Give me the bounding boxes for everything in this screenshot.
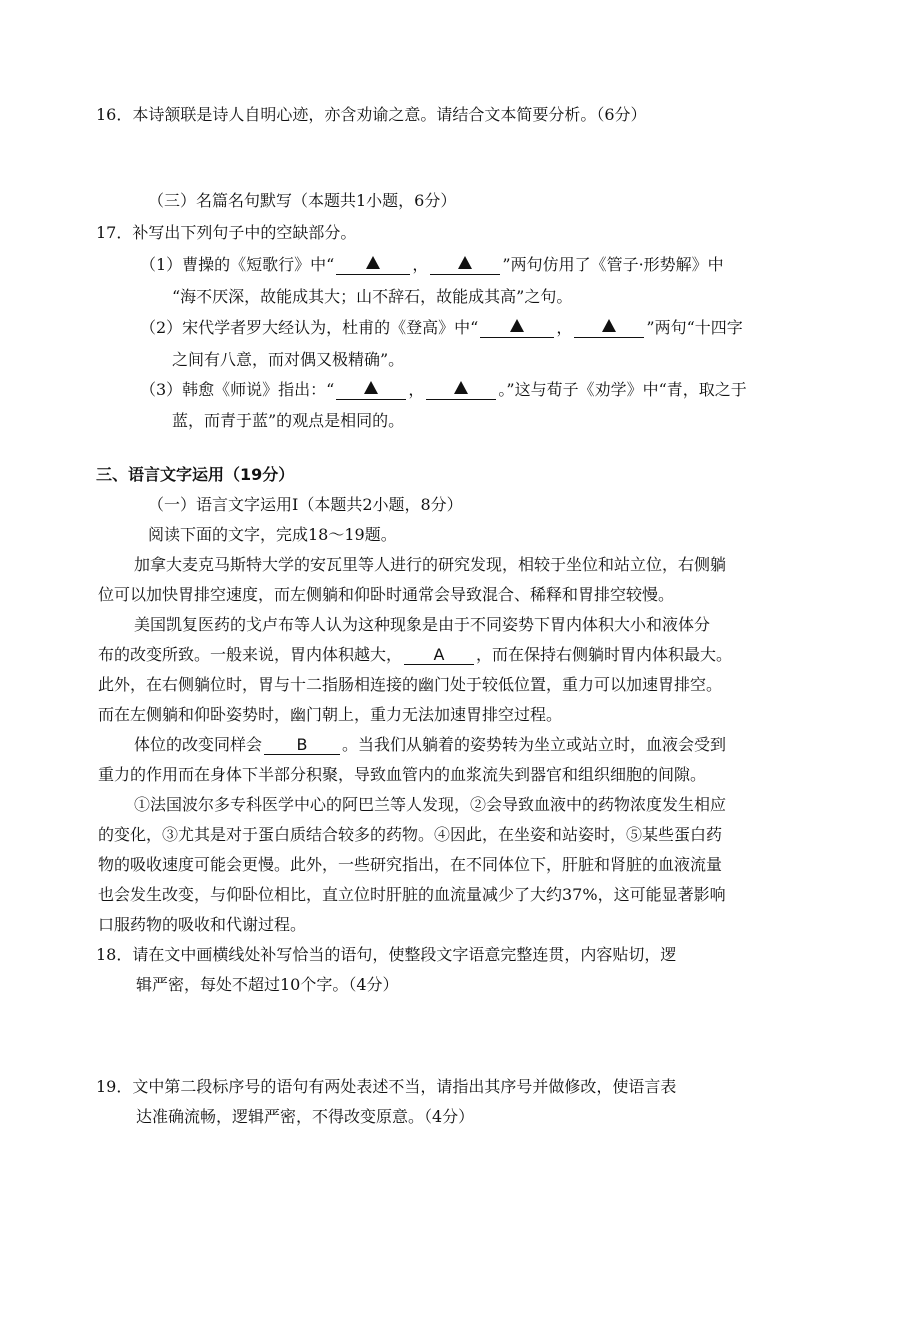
- blank-a[interactable]: A: [404, 646, 474, 665]
- section-three-title: 三、语言文字运用（19分）: [96, 465, 295, 484]
- passage-line: 加拿大麦克马斯特大学的安瓦里等人进行的研究发现，相较于坐位和站立位，右侧躺: [134, 555, 727, 574]
- answer-blank[interactable]: [336, 381, 406, 400]
- passage-line: ①法国波尔多专科医学中心的阿巴兰等人发现，②会导致血液中的药物浓度发生相应: [134, 795, 727, 814]
- blank-b[interactable]: B: [264, 736, 340, 755]
- q17-item-1-line-2: “海不厌深，故能成其大；山不辞石，故能成其高”之句。: [172, 287, 573, 306]
- passage-line: 位可以加快胃排空速度，而左侧躺和仰卧时通常会导致混合、稀释和胃排空较慢。: [98, 585, 675, 604]
- question-19-line-1: 19．文中第二段标序号的语句有两处表述不当，请指出其序号并做修改，使语言表: [96, 1077, 677, 1096]
- answer-blank[interactable]: [426, 381, 496, 400]
- passage-line: 布的改变所致。一般来说，胃内体积越大， A ，而在保持右侧躺时胃内体积最大。: [98, 645, 733, 664]
- triangle-marker-icon: [602, 319, 616, 332]
- passage-line: 物的吸收速度可能会更慢。此外，一些研究指出，在不同体位下，肝脏和肾脏的血液流量: [98, 855, 723, 874]
- q17-item-2-line-1: （2）宋代学者罗大经认为，杜甫的《登高》中“ ， ”两句“十四字: [140, 318, 743, 337]
- q17-item-3-line-2: 蓝，而青于蓝”的观点是相同的。: [172, 411, 405, 430]
- triangle-marker-icon: [510, 319, 524, 332]
- passage-line: 重力的作用而在身体下半部分积聚，导致血管内的血浆流失到器官和组织细胞的间隙。: [98, 765, 707, 784]
- question-18-line-2: 辑严密，每处不超过10个字。（4分）: [136, 975, 399, 994]
- answer-blank[interactable]: [336, 256, 410, 275]
- question-16: 16．本诗颔联是诗人自明心迹，亦含劝谕之意。请结合文本简要分析。（6分）: [96, 105, 647, 124]
- passage-line: 的变化，③尤其是对于蛋白质结合较多的药物。④因此，在坐姿和站姿时，⑤某些蛋白药: [98, 825, 723, 844]
- passage-line: 而在左侧躺和仰卧姿势时，幽门朝上，重力无法加速胃排空过程。: [98, 705, 563, 724]
- q17-item-1-line-1: （1）曹操的《短歌行》中“ ， ”两句仿用了《管子·形势解》中: [140, 255, 724, 274]
- answer-blank[interactable]: [480, 319, 554, 338]
- passage-line: 体位的改变同样会 B 。当我们从躺着的姿势转为坐立或站立时，血液会受到: [134, 735, 727, 754]
- question-18-line-1: 18．请在文中画横线处补写恰当的语句，使整段文字语意完整连贯，内容贴切，逻: [96, 945, 677, 964]
- passage-line: 美国凯复医药的戈卢布等人认为这种现象是由于不同姿势下胃内体积大小和液体分: [134, 615, 711, 634]
- q17-item-3-line-1: （3）韩愈《师说》指出：“ ， 。”这与荀子《劝学》中“青，取之于: [140, 380, 747, 399]
- question-17: 17．补写出下列句子中的空缺部分。: [96, 223, 357, 242]
- triangle-marker-icon: [458, 256, 472, 269]
- subsection-recitation-title: （三）名篇名句默写（本题共1小题，6分）: [148, 191, 457, 210]
- q17-item-2-line-2: 之间有八意，而对偶又极精确”。: [172, 350, 405, 369]
- passage-line: 也会发生改变，与仰卧位相比，直立位时肝脏的血流量减少了大约37%，这可能显著影响: [98, 885, 726, 904]
- answer-blank[interactable]: [430, 256, 500, 275]
- triangle-marker-icon: [366, 256, 380, 269]
- subsection-one-title: （一）语言文字运用Ⅰ（本题共2小题，8分）: [148, 495, 463, 514]
- triangle-marker-icon: [454, 381, 468, 394]
- passage-line: 口服药物的吸收和代谢过程。: [98, 915, 307, 934]
- passage-line: 此外，在右侧躺位时，胃与十二指肠相连接的幽门处于较低位置，重力可以加速胃排空。: [98, 675, 723, 694]
- question-19-line-2: 达准确流畅，逻辑严密，不得改变原意。（4分）: [136, 1107, 475, 1126]
- answer-blank[interactable]: [574, 319, 644, 338]
- triangle-marker-icon: [364, 381, 378, 394]
- reading-instruction: 阅读下面的文字，完成18～19题。: [148, 525, 397, 544]
